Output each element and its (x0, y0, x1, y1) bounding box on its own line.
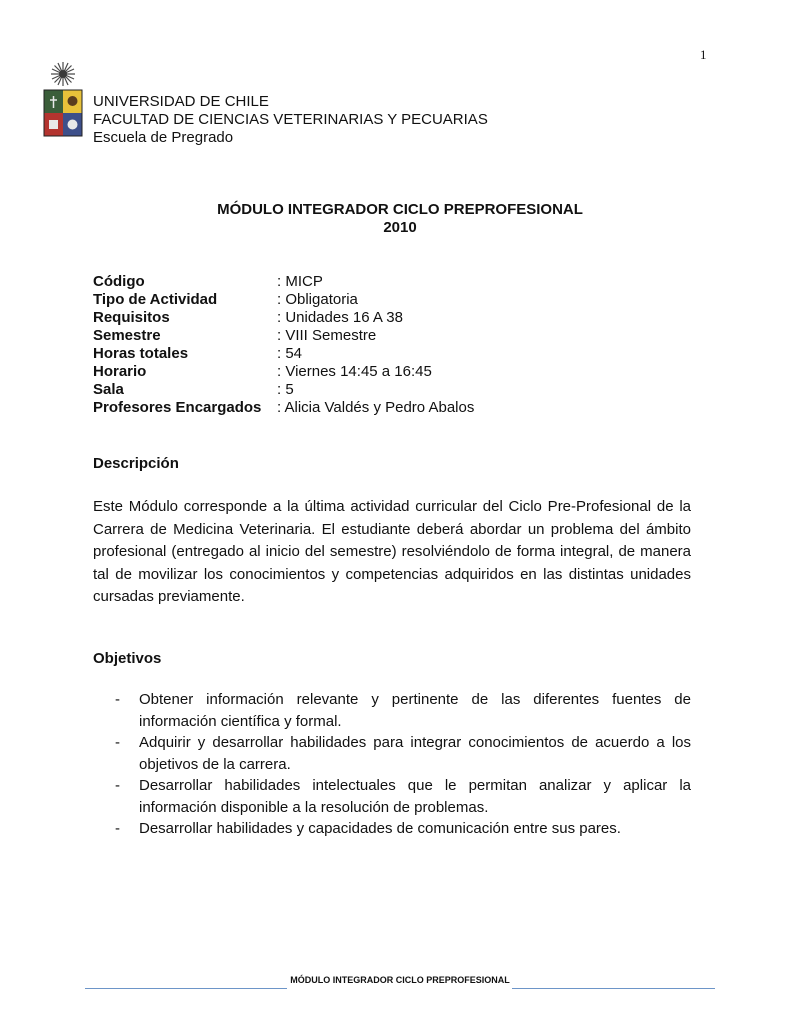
bullet-dash: - (115, 820, 120, 837)
info-value: : 54 (277, 345, 303, 362)
list-item (93, 689, 691, 732)
info-label: Sala (93, 381, 124, 398)
bullet-dash: - (115, 691, 120, 708)
info-label: Horario (93, 363, 147, 380)
info-row-codigo (93, 273, 474, 291)
bullet-dash: - (115, 777, 120, 794)
objective-text: Desarrollar habilidades intelectuales que le permitan analizar y aplicar la información disponible a la resolución de problemas. (139, 777, 691, 816)
footer-rule-right (512, 988, 715, 989)
description-heading: Descripción (93, 455, 179, 472)
info-row-sala (93, 381, 474, 399)
info-value: : 5 (277, 381, 294, 398)
title-line-2: 2010 (383, 219, 417, 236)
info-value: : MICP (277, 273, 323, 290)
objective-text: Adquirir y desarrollar habilidades para integrar conocimientos de acuerdo a los objetivos de la carrera. (139, 734, 691, 773)
objective-text: Obtener información relevante y pertinente de las diferentes fuentes de información científica y formal. (139, 691, 691, 730)
info-row-horario (93, 363, 474, 381)
info-label: Código (93, 273, 145, 290)
info-label: Semestre (93, 327, 161, 344)
footer-rule-left (85, 988, 287, 989)
info-value: : Unidades 16 A 38 (277, 309, 403, 326)
info-label: Requisitos (93, 309, 170, 326)
list-item (93, 818, 691, 840)
university-crest-logo (42, 60, 84, 140)
objective-text: Desarrollar habilidades y capacidades de comunicación entre sus pares. (139, 820, 621, 837)
info-label: Horas totales (93, 345, 189, 362)
university-name: UNIVERSIDAD DE CHILE (93, 93, 269, 110)
footer-title: MÓDULO INTEGRADOR CICLO PREPROFESIONAL (290, 975, 510, 985)
info-row-semestre (93, 327, 474, 345)
document-header (93, 93, 488, 147)
info-row-tipo-actividad (93, 291, 474, 309)
school-name: Escuela de Pregrado (93, 129, 234, 146)
list-item (93, 732, 691, 775)
info-label: Tipo de Actividad (93, 291, 218, 308)
document-title (0, 201, 800, 237)
info-row-profesores (93, 399, 474, 417)
info-value: : Obligatoria (277, 291, 358, 308)
objectives-heading: Objetivos (93, 650, 162, 667)
info-value: : Viernes 14:45 a 16:45 (277, 363, 432, 380)
description-paragraph: Este Módulo corresponde a la última actividad curricular del Ciclo Pre-Profesional de la Carrera de Medicina Veterinaria. El estudiante deberá abordar un problema del ámbito profesional (entregado al inicio del semestre) resolviéndolo de forma integral, de manera tal de movilizar los conocimientos y competencias adquiridos en las distintas unidades cursadas previamente. (93, 498, 691, 605)
bullet-dash: - (115, 734, 120, 751)
info-label: Profesores Encargados (93, 399, 262, 416)
info-value: : VIII Semestre (277, 327, 377, 344)
list-item (93, 775, 691, 818)
info-value: : Alicia Valdés y Pedro Abalos (277, 399, 475, 416)
page-number: 1 (700, 47, 707, 62)
faculty-name: FACULTAD DE CIENCIAS VETERINARIAS Y PECUARIAS (93, 111, 488, 128)
info-row-requisitos (93, 309, 474, 327)
objectives-list (93, 689, 691, 840)
title-line-1: MÓDULO INTEGRADOR CICLO PREPROFESIONAL (217, 201, 583, 218)
info-row-horas-totales (93, 345, 474, 363)
course-info-table (93, 273, 474, 417)
